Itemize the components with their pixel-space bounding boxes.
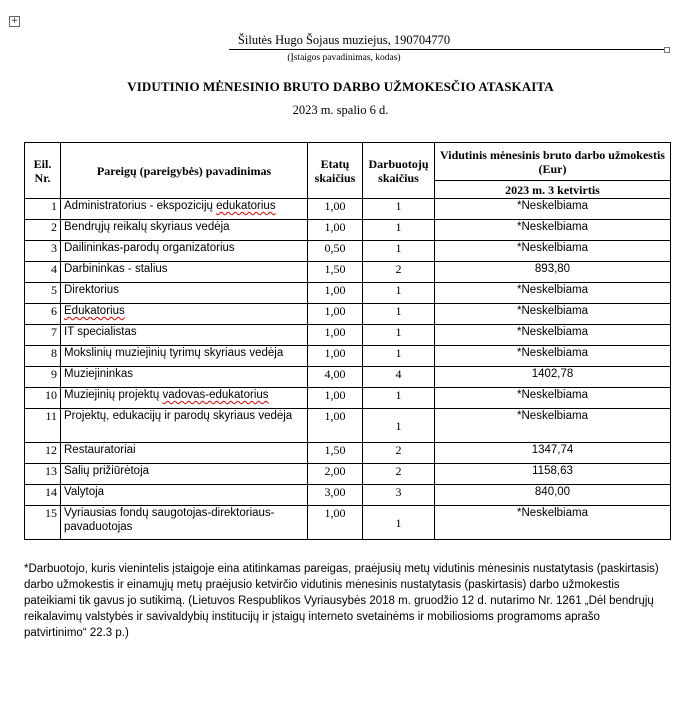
report-title: VIDUTINIO MĖNESINIO BRUTO DARBO UŽMOKESČIO ATASKAITA (127, 79, 554, 94)
fte-count: 1,00 (308, 409, 363, 443)
employee-count: 1 (363, 325, 435, 346)
position-name: Restauratoriai (61, 443, 308, 464)
salary-table (24, 142, 671, 540)
position-name: Projektų, edukacijų ir parodų skyriaus vedėja (61, 409, 308, 443)
employee-count: 1 (363, 283, 435, 304)
employee-count: 1 (363, 199, 435, 220)
table-row (25, 199, 671, 220)
header-position: Pareigų (pareigybės) pavadinimas (61, 143, 308, 199)
average-wage: 1402,78 (435, 367, 671, 388)
table-row (25, 304, 671, 325)
position-name: Direktorius (61, 283, 308, 304)
employee-count: 1 (363, 241, 435, 262)
employee-count: 2 (363, 464, 435, 485)
row-number: 7 (25, 325, 61, 346)
average-wage: *Neskelbiama (435, 304, 671, 325)
average-wage: *Neskelbiama (435, 241, 671, 262)
average-wage: 840,00 (435, 485, 671, 506)
position-name: Bendrųjų reikalų skyriaus vedėja (61, 220, 308, 241)
row-number: 5 (25, 283, 61, 304)
employee-count: 3 (363, 485, 435, 506)
fte-count: 1,50 (308, 443, 363, 464)
row-number: 3 (25, 241, 61, 262)
fte-count: 1,00 (308, 388, 363, 409)
table-body (25, 199, 671, 540)
average-wage: 1158,63 (435, 464, 671, 485)
fte-count: 1,50 (308, 262, 363, 283)
row-number: 14 (25, 485, 61, 506)
position-name: Darbininkas - stalius (61, 262, 308, 283)
table-row (25, 464, 671, 485)
average-wage: *Neskelbiama (435, 346, 671, 367)
table-resize-handle-icon[interactable] (664, 47, 670, 53)
table-row (25, 262, 671, 283)
row-number: 6 (25, 304, 61, 325)
table-move-handle-icon[interactable]: + (10, 16, 19, 26)
table-row (25, 346, 671, 367)
fte-count: 4,00 (308, 367, 363, 388)
header-employees-line1: Darbuotojų (368, 156, 429, 171)
fte-count: 1,00 (308, 325, 363, 346)
fte-count: 1,00 (308, 283, 363, 304)
employee-count: 1 (363, 304, 435, 325)
footnote: *Darbuotojo, kuris vienintelis įstaigoje eina atitinkamas pareigas, praėjusių metų vidutinis mėnesinis nustatytasis (paskirtasis) darbo užmokestis ir einamųjų metų praėjusio ketvirčio vidutinis mėnesinis nustatytasis (paskirtasis) darbo užmokestis pateikiami tik gavus jo sutikimą. (Lietuvos Respublikos Vyriausybės 2018 m. gruodžio 12 d. nutarimo Nr. 1261 „Dėl bendrųjų reikalavimų valstybės ir savivaldybių institucijų ir įstaigų interneto svetainėms ir mobiliosioms programoms aprašo patvirtinimo“ 22.3 p.) (24, 563, 659, 639)
row-number: 15 (25, 506, 61, 540)
header-wage: Vidutinis mėnesinis bruto darbo užmokestis (Eur) (435, 143, 671, 181)
position-name: Mokslinių muziejinių tyrimų skyriaus vedėja (61, 346, 308, 367)
row-number: 4 (25, 262, 61, 283)
position-name: Salių prižiūrėtoja (61, 464, 308, 485)
employee-count: 1 (363, 346, 435, 367)
header-employees (363, 143, 435, 199)
average-wage: 1347,74 (435, 443, 671, 464)
table-row (25, 283, 671, 304)
fte-count: 1,00 (308, 304, 363, 325)
row-number: 12 (25, 443, 61, 464)
header-period: 2023 m. 3 ketvirtis (435, 181, 671, 199)
fte-count: 1,00 (308, 220, 363, 241)
employee-count: 1 (363, 409, 435, 443)
row-number: 1 (25, 199, 61, 220)
fte-count: 2,00 (308, 464, 363, 485)
position-name: Muziejinių projektų vadovas-edukatorius (61, 388, 308, 409)
average-wage: *Neskelbiama (435, 409, 671, 443)
row-number: 8 (25, 346, 61, 367)
average-wage: *Neskelbiama (435, 199, 671, 220)
table-row (25, 388, 671, 409)
table-row (25, 241, 671, 262)
report-date: 2023 m. spalio 6 d. (292, 103, 389, 117)
position-name: Administratorius - ekspozicijų edukatorius (61, 199, 308, 220)
average-wage: *Neskelbiama (435, 325, 671, 346)
table-row (25, 367, 671, 388)
fte-count: 1,00 (308, 199, 363, 220)
position-name: IT specialistas (61, 325, 308, 346)
employee-count: 4 (363, 367, 435, 388)
header-nr-line1: Eil. (33, 156, 52, 171)
header-fte (308, 143, 363, 199)
position-name: Vyriausias fondų saugotojas-direktoriaus-pavaduotojas (61, 506, 308, 540)
row-number: 9 (25, 367, 61, 388)
institution-underline (229, 49, 666, 50)
header-fte-line2: skaičius (314, 170, 356, 185)
employee-count: 1 (363, 388, 435, 409)
average-wage: 893,80 (435, 262, 671, 283)
row-number: 10 (25, 388, 61, 409)
spellcheck-word: Edukatorius (64, 305, 125, 317)
position-name: Dailininkas-parodų organizatorius (61, 241, 308, 262)
row-number: 13 (25, 464, 61, 485)
fte-count: 0,50 (308, 241, 363, 262)
header-nr (25, 143, 61, 199)
average-wage: *Neskelbiama (435, 220, 671, 241)
institution-name: Šilutės Hugo Šojaus muziejus, 190704770 (237, 33, 451, 47)
table-row (25, 409, 671, 443)
table-row (25, 220, 671, 241)
spellcheck-word: vadovas-edukatorius (162, 389, 269, 401)
position-name: Muziejininkas (61, 367, 308, 388)
table-row (25, 506, 671, 540)
table-row (25, 485, 671, 506)
row-number: 2 (25, 220, 61, 241)
spellcheck-word: edukatorius (216, 200, 276, 212)
fte-count: 1,00 (308, 506, 363, 540)
header-nr-line2: Nr. (34, 170, 51, 185)
employee-count: 2 (363, 262, 435, 283)
employee-count: 1 (363, 506, 435, 540)
average-wage: *Neskelbiama (435, 506, 671, 540)
institution-caption: (Įstaigos pavadinimas, kodas) (287, 53, 401, 63)
table-row (25, 443, 671, 464)
header-employees-line2: skaičius (378, 170, 419, 185)
position-name (61, 304, 308, 325)
header-fte-line1: Etatų (320, 156, 350, 171)
fte-count: 1,00 (308, 346, 363, 367)
employee-count: 1 (363, 220, 435, 241)
employee-count: 2 (363, 443, 435, 464)
table-row (25, 325, 671, 346)
position-name: Valytoja (61, 485, 308, 506)
average-wage: *Neskelbiama (435, 388, 671, 409)
fte-count: 3,00 (308, 485, 363, 506)
row-number: 11 (25, 409, 61, 443)
average-wage: *Neskelbiama (435, 283, 671, 304)
